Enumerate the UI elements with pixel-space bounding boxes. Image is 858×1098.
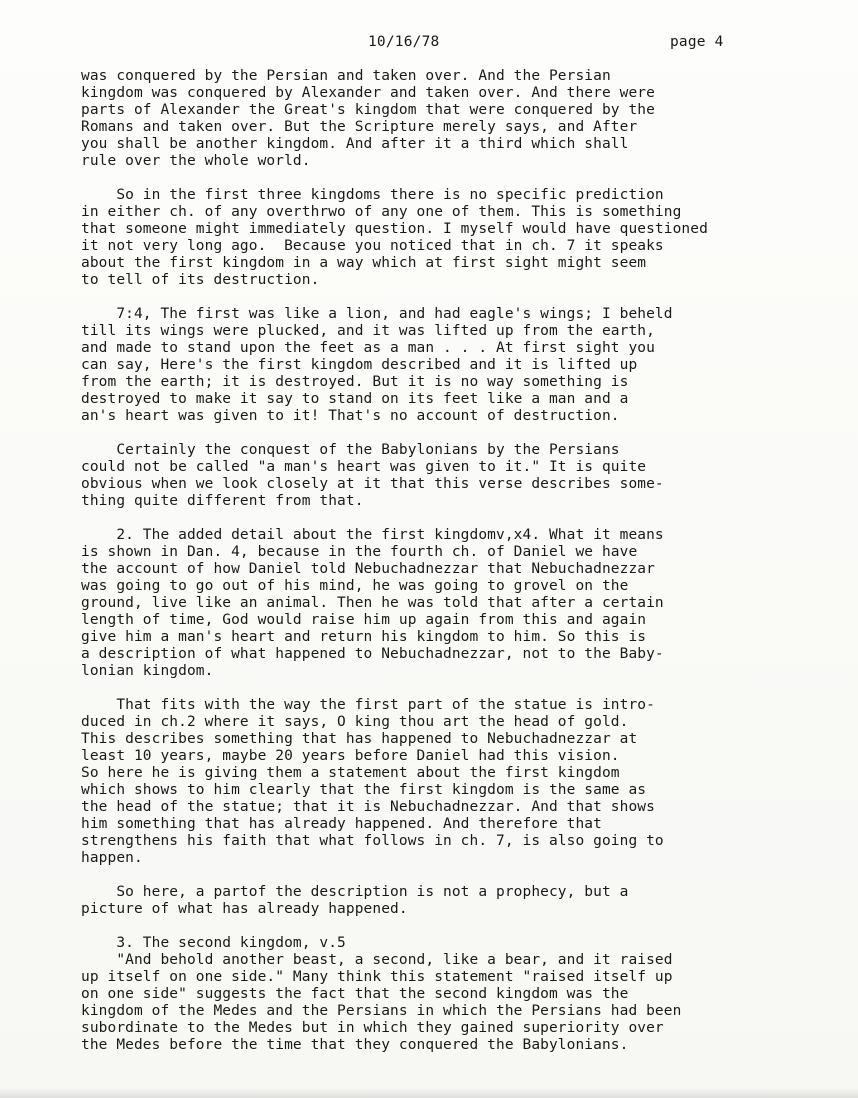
- text-line: 3. The second kingdom, v.5: [81, 935, 346, 951]
- text-line: 7:4, The first was like a lion, and had eagle's wings; I beheld: [81, 306, 673, 322]
- text-line: and made to stand upon the feet as a man . . . At first sight you: [81, 340, 655, 356]
- text-line: you shall be another kingdom. And after it a third which shall: [81, 136, 629, 152]
- text-line: Certainly the conquest of the Babylonians by the Persians: [81, 442, 620, 458]
- text-line: give him a man's heart and return his kingdom to him. So this is: [81, 629, 647, 645]
- text-line: is shown in Dan. 4, because in the fourth ch. of Daniel we have: [81, 544, 638, 560]
- text-line: length of time, God would raise him up again from this and again: [81, 612, 647, 628]
- paragraph: [81, 442, 841, 510]
- text-line: from the earth; it is destroyed. But it is no way something is: [81, 374, 629, 390]
- text-line: was going to go out of his mind, he was going to grovel on the: [81, 578, 629, 594]
- text-line: lonian kingdom.: [81, 663, 214, 679]
- text-line: So here he is giving them a statement about the first kingdom: [81, 765, 620, 781]
- text-line: obvious when we look closely at it that this verse describes some-: [81, 476, 664, 492]
- text-line: So here, a partof the description is not a prophecy, but a: [81, 884, 629, 900]
- text-line: to tell of its destruction.: [81, 272, 320, 288]
- text-line: subordinate to the Medes but in which they gained superiority over: [81, 1020, 664, 1036]
- scan-edge-shadow: [0, 1088, 858, 1098]
- text-line: Romans and taken over. But the Scripture merely says, and After: [81, 119, 638, 135]
- text-line: was conquered by the Persian and taken over. And the Persian: [81, 68, 611, 84]
- text-line: kingdom of the Medes and the Persians in which the Persians had been: [81, 1003, 682, 1019]
- text-line: So in the first three kingdoms there is no specific prediction: [81, 187, 664, 203]
- text-line: the account of how Daniel told Nebuchadnezzar that Nebuchadnezzar: [81, 561, 655, 577]
- text-line: could not be called "a man's heart was given to it." It is quite: [81, 459, 647, 475]
- text-line: thing quite different from that.: [81, 493, 364, 509]
- text-line: that someone might immediately question. I myself would have questioned: [81, 221, 708, 237]
- text-line: duced in ch.2 where it says, O king thou art the head of gold.: [81, 714, 629, 730]
- text-line: the Medes before the time that they conquered the Babylonians.: [81, 1037, 629, 1053]
- text-line: about the first kingdom in a way which at first sight might seem: [81, 255, 647, 271]
- document-body: [81, 68, 841, 1071]
- paragraph: [81, 187, 841, 289]
- text-line: in either ch. of any overthrwo of any one of them. This is something: [81, 204, 682, 220]
- text-line: happen.: [81, 850, 143, 866]
- text-line: can say, Here's the first kingdom described and it is lifted up: [81, 357, 638, 373]
- text-line: picture of what has already happened.: [81, 901, 408, 917]
- text-line: parts of Alexander the Great's kingdom that were conquered by the: [81, 102, 655, 118]
- text-line: ground, live like an animal. Then he was told that after a certain: [81, 595, 664, 611]
- text-line: destroyed to make it say to stand on its feet like a man and a: [81, 391, 629, 407]
- paragraph: [81, 884, 841, 918]
- text-line: 2. The added detail about the first kingdomv,x4. What it means: [81, 527, 664, 543]
- text-line: an's heart was given to it! That's no account of destruction.: [81, 408, 620, 424]
- text-line: on one side" suggests the fact that the second kingdom was the: [81, 986, 629, 1002]
- text-line: strengthens his faith that what follows in ch. 7, is also going to: [81, 833, 664, 849]
- text-line: This describes something that has happened to Nebuchadnezzar at: [81, 731, 638, 747]
- paragraph: [81, 935, 841, 1054]
- text-line: a description of what happened to Nebuchadnezzar, not to the Baby-: [81, 646, 664, 662]
- text-line: the head of the statue; that it is Nebuchadnezzar. And that shows: [81, 799, 655, 815]
- text-line: That fits with the way the first part of the statue is intro-: [81, 697, 655, 713]
- header-page-number: page 4: [670, 34, 724, 50]
- paragraph: [81, 527, 841, 680]
- text-line: it not very long ago. Because you noticed that in ch. 7 it speaks: [81, 238, 664, 254]
- text-line: him something that has already happened. And therefore that: [81, 816, 602, 832]
- header-date: 10/16/78: [368, 34, 440, 50]
- text-line: up itself on one side." Many think this statement "raised itself up: [81, 969, 673, 985]
- text-line: kingdom was conquered by Alexander and taken over. And there were: [81, 85, 655, 101]
- text-line: "And behold another beast, a second, like a bear, and it raised: [81, 952, 673, 968]
- paragraph: [81, 68, 841, 170]
- text-line: which shows to him clearly that the first kingdom is the same as: [81, 782, 647, 798]
- paragraph: [81, 697, 841, 867]
- text-line: till its wings were plucked, and it was lifted up from the earth,: [81, 323, 655, 339]
- text-line: least 10 years, maybe 20 years before Daniel had this vision.: [81, 748, 620, 764]
- paragraph: [81, 306, 841, 425]
- text-line: rule over the whole world.: [81, 153, 311, 169]
